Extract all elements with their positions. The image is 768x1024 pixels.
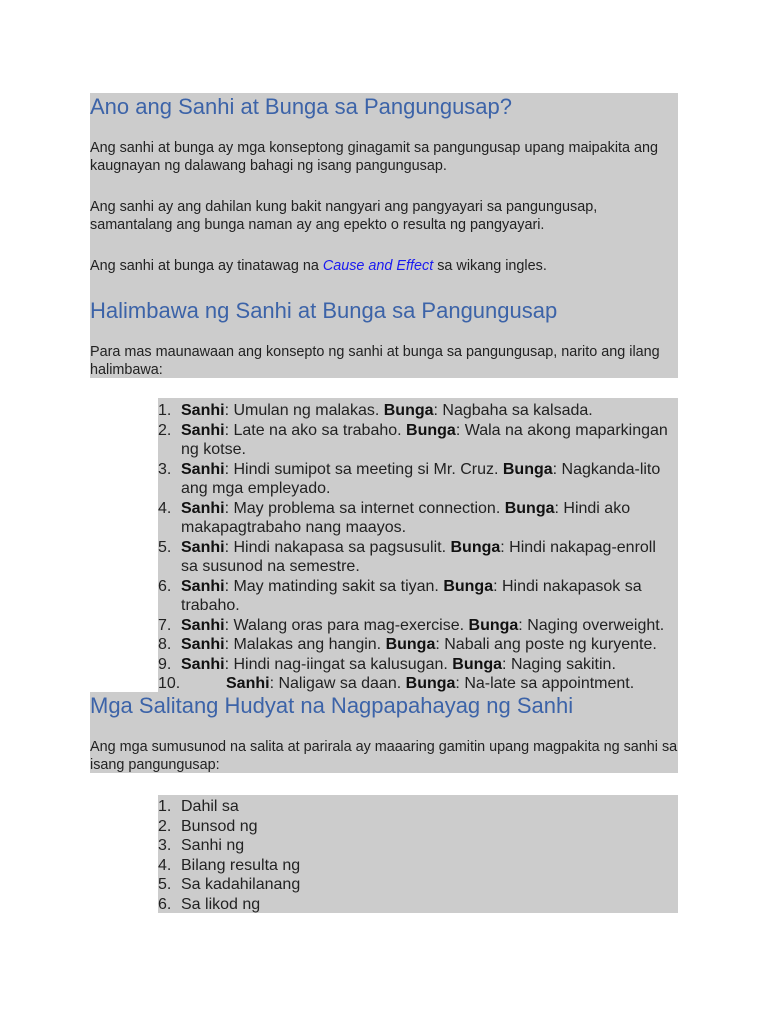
example-list-item (158, 635, 677, 655)
sanhi-label: Sanhi (181, 655, 225, 673)
sanhi-text: : Umulan ng malakas. (224, 402, 384, 419)
example-list-item (158, 616, 677, 636)
hudyat-list-item (158, 836, 677, 856)
bunga-label: Bunga (383, 402, 434, 419)
sanhi-label: Sanhi (181, 402, 225, 419)
list-number: 8. (158, 636, 172, 653)
heading-halimbawa: Halimbawa ng Sanhi at Bunga sa Pangungusap (90, 298, 558, 323)
bunga-text: : Wala na akong maparkingan ng kotse. (181, 421, 668, 458)
list-number: 2. (158, 421, 172, 439)
sanhi-label: Sanhi (226, 675, 270, 692)
bunga-text: : Hindi nakapasok sa trabaho. (181, 577, 642, 614)
example-list-item (158, 460, 677, 499)
sanhi-label: Sanhi (181, 460, 225, 478)
heading-salitang-hudyat: Mga Salitang Hudyat na Nagpapahayag ng Sanhi (90, 693, 574, 718)
bunga-text: : Na-late sa appointment. (455, 675, 635, 692)
example-list-item (158, 577, 677, 616)
paragraph-intro: Ang sanhi at bunga ay mga konseptong ginagamit sa pangungusap upang maipakita ang kaugnayan ng dalawang bahagi ng isang pangungusap. (90, 140, 659, 174)
bunga-label: Bunga (450, 538, 501, 556)
sanhi-text: : Hindi nakapasa sa pagsusulit. (224, 538, 451, 556)
hudyat-list (158, 797, 677, 914)
list-number: 6. (158, 895, 172, 913)
sanhi-text: : May problema sa internet connection. (224, 499, 505, 517)
bunga-text: : Hindi ako makapagtrabaho nang maayos. (181, 499, 631, 536)
bunga-label: Bunga (443, 577, 494, 595)
list-number: 1. (158, 798, 172, 815)
list-number: 7. (158, 616, 172, 634)
paragraph-definition: Ang sanhi ay ang dahilan kung bakit nangyari ang pangyayari sa pangungusap, samantalang ang bunga naman ay ang epekto o resulta ng pangyayari. (90, 199, 598, 233)
paragraph-text-after: sa wikang ingles. (433, 258, 547, 274)
list-number: 4. (158, 856, 172, 874)
sanhi-text: : Late na ako sa trabaho. (224, 421, 407, 439)
bunga-label: Bunga (405, 675, 456, 692)
sanhi-label: Sanhi (181, 538, 225, 556)
example-list-item (158, 538, 677, 577)
hudyat-list-item (158, 875, 677, 895)
example-list-item (158, 401, 677, 421)
list-number: 6. (158, 577, 172, 595)
bunga-label: Bunga (468, 616, 519, 634)
bunga-label: Bunga (452, 655, 503, 673)
sanhi-text: : May matinding sakit sa tiyan. (224, 577, 444, 595)
list-number: 3. (158, 837, 172, 854)
list-number: 5. (158, 876, 172, 893)
list-number: 4. (158, 499, 172, 517)
hudyat-text: Dahil sa (181, 798, 239, 815)
list-number: 9. (158, 655, 172, 673)
sanhi-text: : Malakas ang hangin. (224, 636, 386, 653)
bunga-label: Bunga (385, 636, 436, 653)
heading-sanhi-bunga: Ano ang Sanhi at Bunga sa Pangungusap? (90, 94, 513, 119)
hudyat-list-item (158, 797, 677, 817)
bunga-text: : Naging overweight. (518, 616, 665, 634)
sanhi-text: : Walang oras para mag-exercise. (224, 616, 469, 634)
examples-list (158, 401, 677, 694)
hudyat-text: Sa kadahilanang (181, 876, 301, 893)
content-highlight-1 (90, 93, 678, 378)
example-list-item (158, 674, 677, 694)
list-number: 5. (158, 538, 172, 556)
cause-and-effect-link[interactable]: Cause and Effect (322, 258, 434, 274)
sanhi-text: : Hindi nag-iingat sa kalusugan. (224, 655, 453, 673)
hudyat-list-item (158, 895, 677, 915)
sanhi-label: Sanhi (181, 421, 225, 439)
list-number: 1. (158, 402, 172, 419)
bunga-label: Bunga (504, 499, 555, 517)
hudyat-text: Bunsod ng (181, 817, 258, 835)
sanhi-label: Sanhi (181, 616, 225, 634)
paragraph-cause-effect (90, 257, 678, 275)
bunga-text: : Nabali ang poste ng kuryente. (435, 636, 657, 653)
list-number: 3. (158, 460, 172, 478)
sanhi-label: Sanhi (181, 499, 225, 517)
sanhi-label: Sanhi (181, 577, 225, 595)
paragraph-halimbawa-intro: Para mas maunawaan ang konsepto ng sanhi at bunga sa pangungusap, narito ang ilang halimbawa: (90, 344, 660, 378)
hudyat-text: Sanhi ng (181, 837, 245, 854)
example-list-item (158, 421, 677, 460)
paragraph-text-before: Ang sanhi at bunga ay tinatawag na (90, 258, 323, 274)
example-list-item (158, 499, 677, 538)
example-list-item (158, 655, 677, 675)
sanhi-text: : Naligaw sa daan. (269, 675, 406, 692)
hudyat-text: Bilang resulta ng (181, 856, 301, 874)
hudyat-list-item (158, 817, 677, 837)
list-number: 2. (158, 817, 172, 835)
sanhi-text: : Hindi sumipot sa meeting si Mr. Cruz. (224, 460, 503, 478)
bunga-text: : Naging sakitin. (502, 655, 616, 673)
bunga-text: : Hindi nakapag-enroll sa susunod na semestre. (181, 538, 656, 575)
paragraph-hudyat-intro: Ang mga sumusunod na salita at parirala ay maaaring gamitin upang magpakita ng sanhi sa isang pangungusap: (90, 739, 678, 773)
sanhi-label: Sanhi (181, 636, 225, 653)
hudyat-text: Sa likod ng (181, 895, 261, 913)
hudyat-list-item (158, 856, 677, 876)
bunga-label: Bunga (502, 460, 553, 478)
list-number: 10. (158, 675, 181, 692)
bunga-text: : Nagbaha sa kalsada. (433, 402, 593, 419)
bunga-label: Bunga (406, 421, 456, 439)
bunga-text: : Nagkanda-lito ang mga empleyado. (181, 460, 661, 497)
